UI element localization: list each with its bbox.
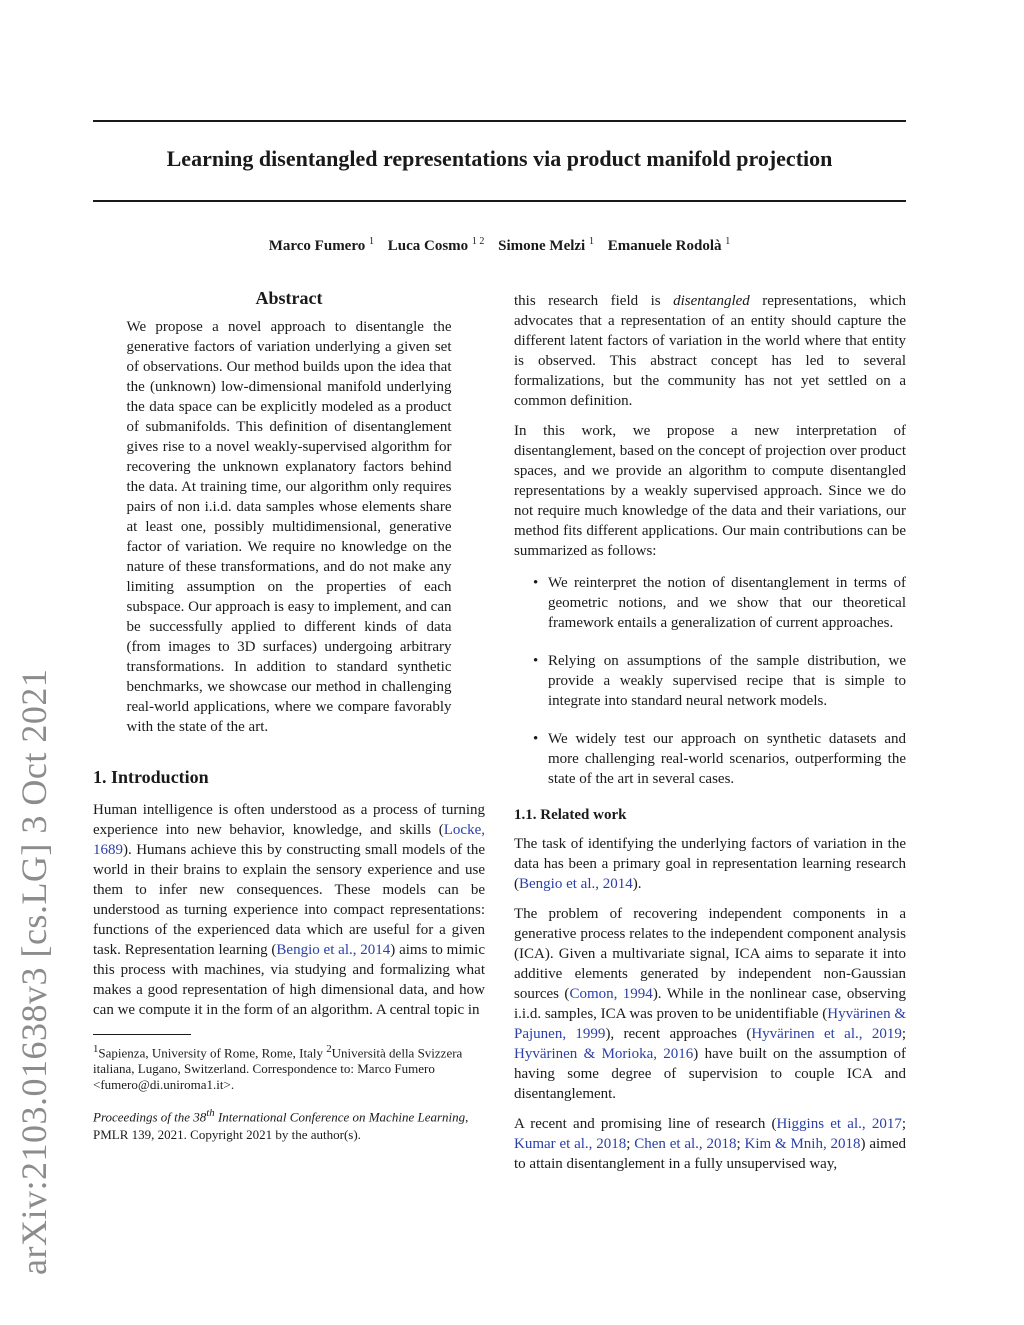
list-item: • We widely test our approach on synthetic datasets and more challenging real-world scenarios, outperforming the state of the art in several cases. (514, 729, 906, 789)
author-2: Luca Cosmo $^{1 2}$ (387, 236, 485, 254)
citation-link[interactable]: Comon, 1994 (569, 986, 653, 1002)
citation-link[interactable]: Hyvärinen & Morioka, 2016 (514, 1046, 694, 1062)
intro-paragraph: Human intelligence is often understood as a process of turning experience into new behavior, knowledge, and skills (Locke, 1689). Humans achieve this by constructing small models of the world in their brains to explain the sensory experience and use them to infer new consequences. These models can be understood as turning experience into compact representations: functions of the experienced data which are useful for a given task. Representation learning (Bengio et al., 2014) aims to mimic this process with machines, via studying and formalizing what makes a good representation of high dimensional data, and how can we compute it in the form of an algorithm. A central topic in (93, 802, 486, 1018)
list-item: • Relying on assumptions of the sample distribution, we provide a weakly supervised recipe that is simple to integrate into standard neural network models. (514, 651, 906, 711)
related-work-heading: 1.1. Related work (514, 807, 627, 823)
author-3: Simone Melzi $^1$ (498, 236, 594, 254)
citation-link[interactable]: Hyvärinen et al., 2019 (751, 1026, 902, 1042)
paragraph: A recent and promising line of research (Higgins et al., 2017; Kumar et al., 2018; Chen et al., 2018; Kim & Mnih, 2018) aimed to attain disentanglement in a fully unsupervised way, (514, 1116, 907, 1172)
citation-link[interactable]: Bengio et al., 2014 (276, 942, 391, 958)
citation-link[interactable]: Kim & Mnih, 2018 (744, 1136, 861, 1152)
abstract-heading: Abstract (255, 288, 323, 308)
paragraph: The task of identifying the underlying factors of variation in the data has been a primary goal in representation learning research (Bengio et al., 2014). (514, 836, 906, 892)
footnote-rule (93, 1034, 191, 1035)
list-item: • We reinterpret the notion of disentanglement in terms of geometric notions, and we show that our theoretical framework entails a generalization of current approaches. (514, 573, 906, 633)
author-4: Emanuele Rodolà $^1$ (607, 236, 731, 254)
top-rule (93, 120, 906, 122)
paragraph: The problem of recovering independent components in a generative process relates to the independent component analysis (ICA). Given a multivariate signal, ICA aims to separate it into additive elements generated by independent non-Gaussian sources (Comon, 1994). While in the nonlinear case, observing i.i.d. samples, ICA was proven to be unidentifiable (Hyvärinen & Pajunen, 1999), recent approaches (Hyvärinen et al., 2019; Hyvärinen & Morioka, 2016) have built on the assumption of having some degree of supervision to couple ICA and disentanglement. (514, 906, 907, 1102)
citation-link[interactable]: Locke, 1689 (93, 822, 485, 858)
left-column (93, 288, 485, 1143)
citation-link[interactable]: Bengio et al., 2014 (519, 876, 633, 892)
citation-link[interactable]: Kumar et al., 2018 (514, 1136, 627, 1152)
citation-link[interactable]: Chen et al., 2018 (634, 1136, 737, 1152)
title-bottom-rule (93, 200, 906, 202)
contributions-list (514, 573, 906, 789)
author-1: Marco Fumero $^1$ (268, 236, 374, 254)
affiliation-footnote: $^1$Sapienza, University of Rome, Rome, Italy $^2$Università della Svizzera italiana, Lugano, Switzerland. Correspondence to: Marco Fumero <fumero@di.uniroma1.it>. (93, 1043, 463, 1093)
arxiv-identifier: arXiv:2103.01638v3 [cs.LG] 3 Oct 2021 (14, 668, 54, 1275)
author-list (93, 236, 906, 255)
abstract-text: We propose a novel approach to disentangle the generative factors of variation underlying a given set of observations. Our method builds upon the idea that the (unknown) low-dimensional manifold underlying the data space can be explicitly modeled as a product of submanifolds. This definition of disentanglement gives rise to a novel weakly-supervised algorithm for recovering the unknown explanatory factors behind the data. At training time, our algorithm only requires pairs of non i.i.d. data samples whose elements share at least one, possibly multidimensional, generative factor of variation. We require no knowledge on the nature of these transformations, and do not make any limiting assumption on the properties of each subspace. Our approach is easy to implement, and can be successfully applied to different kinds of data (from images to 3D surfaces) undergoing arbitrary transformations. In addition to standard synthetic benchmarks, we showcase our method in challenging real-world applications, where we compare favorably with the state of the art. (126, 319, 452, 735)
paper-title: Learning disentangled representations via product manifold projection (166, 146, 833, 171)
right-column (514, 291, 906, 1174)
paragraph: In this work, we propose a new interpretation of disentanglement, based on the concept of projection over product spaces, and we provide an algorithm to compute disentangled representations by a weakly supervised approach. Since we do not require much knowledge of the data and their variations, our method fits different applications. Our main contributions can be summarized as follows: (514, 423, 906, 559)
citation-link[interactable]: Higgins et al., 2017 (776, 1116, 902, 1132)
citation-link[interactable]: Hyvärinen & Pajunen, 1999 (514, 1006, 907, 1042)
paragraph: this research field is disentangled representations, which advocates that a representation of an entity should capture the different latent factors of variation in the world where that entity is observed. This abstract concept has led to several formalizations, but the community has not yet settled on a common definition. (514, 293, 906, 409)
intro-heading: 1. Introduction (93, 767, 209, 787)
proceedings-note: Proceedings of the 38th International Conference on Machine Learning, PMLR 139, 2021. Copyright 2021 by the author(s). (93, 1107, 469, 1142)
abstract-block (127, 317, 452, 737)
